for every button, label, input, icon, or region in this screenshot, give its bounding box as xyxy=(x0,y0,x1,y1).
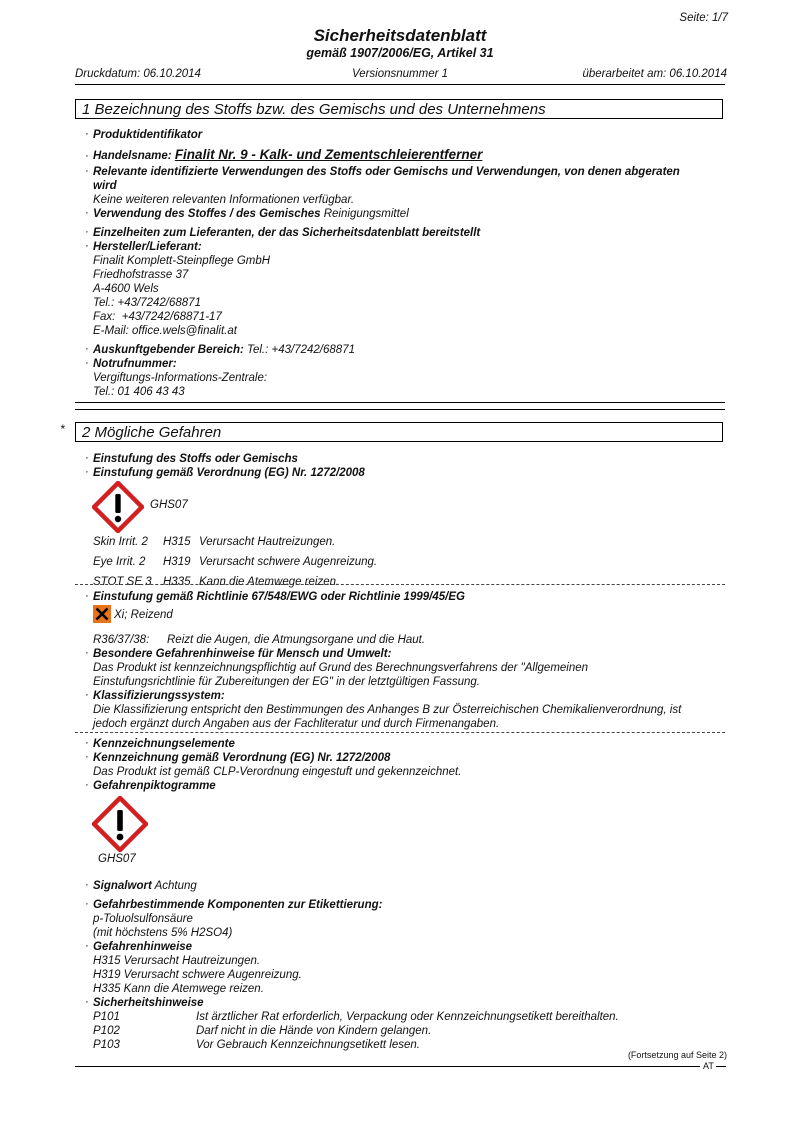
change-marker: * xyxy=(60,422,65,436)
hazard-class: STOT SE 3 xyxy=(93,576,152,588)
hazard-classification-table xyxy=(93,535,377,595)
page-number: Seite: 1/7 xyxy=(679,12,728,24)
trade-name-label: Handelsname: xyxy=(93,150,172,162)
special-hazards-text: Einstufungsrichtlinie für Zubereitungen der EG" in der letztgültigen Fassung. xyxy=(93,676,480,688)
hazard-row xyxy=(93,535,377,555)
clp-label-text: Das Produkt ist gemäß CLP-Verordnung eingestuft und gekennzeichnet. xyxy=(93,766,462,778)
p-text: Ist ärztlicher Rat erforderlich, Verpackung oder Kennzeichnungsetikett bereithalten. xyxy=(196,1011,619,1023)
dashed-separator xyxy=(75,584,725,585)
no-info-text: Keine weiteren relevanten Informationen verfügbar. xyxy=(93,194,355,206)
address-line: A-4600 Wels xyxy=(93,283,159,295)
ghs07-exclamation-icon xyxy=(92,481,144,533)
hazard-statement: H319 Verursacht schwere Augenreizung. xyxy=(93,969,302,981)
print-date: Druckdatum: 06.10.2014 xyxy=(75,68,201,80)
trade-name: Finalit Nr. 9 - Kalk- und Zementschleierentferner xyxy=(174,147,483,162)
precautionary-row xyxy=(93,1024,431,1038)
hazard-code: H315 xyxy=(163,536,191,548)
precautionary-row xyxy=(93,1010,619,1024)
ghs07-exclamation-icon xyxy=(92,796,148,852)
ghs07-label: GHS07 xyxy=(150,499,188,511)
precautionary-label: Sicherheitshinweise xyxy=(93,997,204,1009)
clp-label-heading: Kennzeichnung gemäß Verordnung (EG) Nr. 1272/2008 xyxy=(93,752,391,764)
r-code: R36/37/38: xyxy=(93,634,150,646)
emergency-line: Vergiftungs-Informations-Zentrale: xyxy=(93,372,268,384)
hazard-statements-label: Gefahrenhinweise xyxy=(93,941,193,953)
xi-label: Xi; Reizend xyxy=(114,609,173,621)
info-value: Tel.: +43/7242/68871 xyxy=(247,344,355,356)
address-line: Friedhofstrasse 37 xyxy=(93,269,189,281)
hazard-statement: H335 Kann die Atemwege reizen. xyxy=(93,983,264,995)
country-code: AT xyxy=(703,1061,714,1071)
supplier-details-label: Einzelheiten zum Lieferanten, der das Sicherheitsdatenblatt bereitstellt xyxy=(93,227,481,239)
dashed-separator xyxy=(75,732,725,733)
section-1-title: 1 Bezeichnung des Stoffs bzw. des Gemischs und des Unternehmens xyxy=(75,99,723,119)
hazard-code: H319 xyxy=(163,556,191,568)
info-label: Auskunftgebender Bereich: xyxy=(93,344,244,356)
classification-system-text: jedoch ergänzt durch Angaben aus der Fachliteratur und durch Firmenangaben. xyxy=(93,718,500,730)
revised-date: überarbeitet am: 06.10.2014 xyxy=(582,68,727,80)
p-text: Vor Gebrauch Kennzeichnungsetikett lesen. xyxy=(196,1039,420,1051)
footer-rule xyxy=(75,1066,700,1067)
footer-rule-end xyxy=(716,1066,726,1067)
emergency-label: Notrufnummer: xyxy=(93,358,177,370)
pictograms-label: Gefahrenpiktogramme xyxy=(93,780,216,792)
trade-name-row xyxy=(93,148,482,163)
relevant-uses-1: Relevante identifizierte Verwendungen des Stoffs oder Gemischs und Verwendungen, von denen abgeraten xyxy=(93,166,680,178)
address-line: Finalit Komplett-Steinpflege GmbH xyxy=(93,255,271,267)
hazard-code: H335 xyxy=(163,576,191,588)
clp-classification-label: Einstufung gemäß Verordnung (EG) Nr. 1272/2008 xyxy=(93,467,365,479)
signal-word-value: Achtung xyxy=(154,880,197,892)
p-code: P103 xyxy=(93,1039,120,1051)
address-line: Fax: +43/7242/68871-17 xyxy=(93,311,222,323)
header-rule xyxy=(75,84,725,85)
xi-irritant-icon xyxy=(93,605,111,623)
dsd-classification-label: Einstufung gemäß Richtlinie 67/548/EWG oder Richtlinie 1999/45/EG xyxy=(93,591,465,603)
version-number: Versionsnummer 1 xyxy=(351,68,449,80)
r-phrase-row xyxy=(93,633,425,647)
emergency-phone: Tel.: 01 406 43 43 xyxy=(93,386,185,398)
use-row xyxy=(93,207,409,221)
special-hazards-text: Das Produkt ist kennzeichnungspflichtig auf Grund des Berechnungsverfahrens der "Allgemeinen xyxy=(93,662,589,674)
ghs07-label-2: GHS07 xyxy=(98,853,136,865)
p-text: Darf nicht in die Hände von Kindern gelangen. xyxy=(196,1025,432,1037)
manufacturer-label: Hersteller/Lieferant: xyxy=(93,241,202,253)
relevant-uses-2: wird xyxy=(93,180,117,192)
hazard-class: Skin Irrit. 2 xyxy=(93,536,148,548)
info-row xyxy=(93,343,355,357)
hazard-text: Verursacht Hautreizungen. xyxy=(199,536,336,548)
address-email: E-Mail: office.wels@finalit.at xyxy=(93,325,237,337)
p-code: P101 xyxy=(93,1011,120,1023)
special-hazards-label: Besondere Gefahrenhinweise für Mensch und Umwelt: xyxy=(93,648,392,660)
hazard-class: Eye Irrit. 2 xyxy=(93,556,146,568)
hazard-row xyxy=(93,555,377,575)
section-rule xyxy=(75,402,725,403)
p-code: P102 xyxy=(93,1025,120,1037)
signal-word-label: Signalwort xyxy=(93,880,152,892)
address-line: Tel.: +43/7242/68871 xyxy=(93,297,201,309)
hazard-text: Kann die Atemwege reizen. xyxy=(199,576,340,588)
classification-system-label: Klassifizierungssystem: xyxy=(93,690,225,702)
r-text: Reizt die Augen, die Atmungsorgane und die Haut. xyxy=(167,634,426,646)
hazard-statement: H315 Verursacht Hautreizungen. xyxy=(93,955,261,967)
components-label: Gefahrbestimmende Komponenten zur Etikettierung: xyxy=(93,899,383,911)
classification-system-text: Die Klassifizierung entspricht den Bestimmungen des Anhanges B zur Österreichischen Chemikalienverordnung, ist xyxy=(93,704,682,716)
label-elements-label: Kennzeichnungselemente xyxy=(93,738,235,750)
hazard-text: Verursacht schwere Augenreizung. xyxy=(199,556,378,568)
product-identifier-label: Produktidentifikator xyxy=(93,129,203,141)
use-value: Reinigungsmittel xyxy=(323,208,409,220)
section-rule xyxy=(75,409,725,410)
continuation-note: (Fortsetzung auf Seite 2) xyxy=(627,1050,727,1060)
component-item: p-Toluolsulfonsäure xyxy=(93,913,193,925)
document-subtitle: gemäß 1907/2006/EG, Artikel 31 xyxy=(306,46,494,60)
component-item: (mit höchstens 5% H2SO4) xyxy=(93,927,233,939)
use-label: Verwendung des Stoffes / des Gemisches xyxy=(93,208,321,220)
section-2-title: 2 Mögliche Gefahren xyxy=(75,422,723,442)
precautionary-row xyxy=(93,1038,420,1052)
document-title: Sicherheitsdatenblatt xyxy=(313,26,487,45)
classification-label: Einstufung des Stoffs oder Gemischs xyxy=(93,453,298,465)
signal-word-row xyxy=(93,879,197,893)
